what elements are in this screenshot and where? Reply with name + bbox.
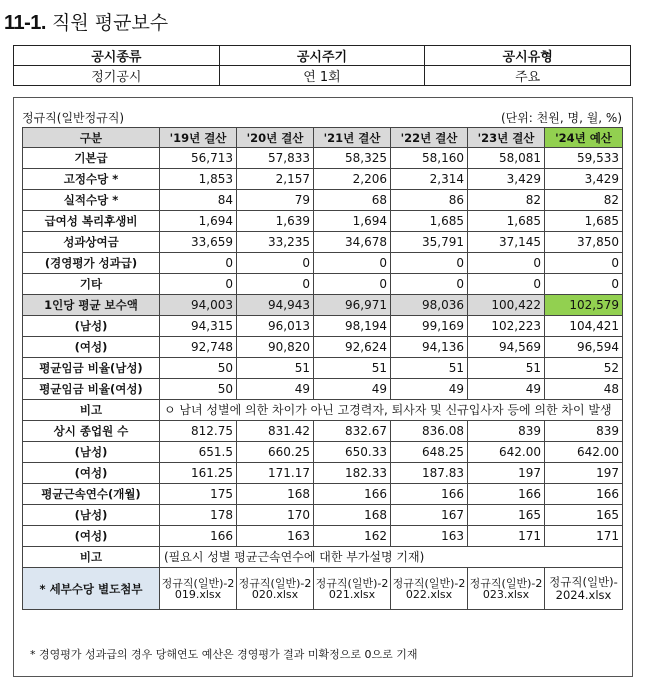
cell-value: 82: [545, 190, 623, 211]
row-label: 평균임금 비율(여성): [23, 379, 160, 400]
cell-value: 98,036: [391, 295, 468, 316]
header-category: 구분: [23, 128, 160, 148]
cell-value: 0: [391, 274, 468, 295]
cell-value: 2,206: [314, 169, 391, 190]
table-row: [23, 526, 623, 547]
meta-value-cycle: 연 1회: [219, 66, 425, 86]
row-label: 평균근속연수(개월): [23, 484, 160, 505]
cell-value: 35,791: [391, 232, 468, 253]
cell-value: 1,639: [237, 211, 314, 232]
cell-value: 168: [237, 484, 314, 505]
attachment-file-link[interactable]: 정규직(일반)-2020.xlsx: [237, 568, 314, 610]
cell-value: 0: [314, 253, 391, 274]
header-year: '21년 결산: [314, 128, 391, 148]
cell-value: 3,429: [468, 169, 545, 190]
cell-value: 94,003: [160, 295, 237, 316]
cell-value: 100,422: [468, 295, 545, 316]
cell-value: 68: [314, 190, 391, 211]
cell-value: 162: [314, 526, 391, 547]
cell-value: 50: [160, 379, 237, 400]
cell-value: 51: [314, 358, 391, 379]
table-row: [23, 232, 623, 253]
attachment-file-link[interactable]: 정규직(일반)-2022.xlsx: [391, 568, 468, 610]
row-label: 기본급: [23, 148, 160, 169]
table-header-row: [23, 128, 623, 148]
cell-value: 197: [468, 463, 545, 484]
row-label: 기타: [23, 274, 160, 295]
cell-value: 650.33: [314, 442, 391, 463]
cell-value: 34,678: [314, 232, 391, 253]
section-title: 직원 평균보수: [51, 12, 169, 34]
cell-value: 163: [237, 526, 314, 547]
remarks-text: ㅇ 남녀 성별에 의한 차이가 아닌 고경력자, 퇴사자 및 신규입사자 등에 의한 차이 발생: [160, 400, 623, 421]
row-label: 상시 종업원 수: [23, 421, 160, 442]
cell-value: 163: [391, 526, 468, 547]
row-label: 평균임금 비율(남성): [23, 358, 160, 379]
cell-value: 58,325: [314, 148, 391, 169]
attachment-row: [23, 568, 623, 610]
table-row: [23, 463, 623, 484]
cell-value: 178: [160, 505, 237, 526]
cell-value: 165: [545, 505, 623, 526]
header-year: '24년 예산: [545, 128, 623, 148]
row-label: (여성): [23, 463, 160, 484]
row-label: (남성): [23, 505, 160, 526]
cell-value: 832.67: [314, 421, 391, 442]
header-year: '20년 결산: [237, 128, 314, 148]
cell-value: 171: [545, 526, 623, 547]
cell-value: 92,624: [314, 337, 391, 358]
cell-value: 167: [391, 505, 468, 526]
attachment-file-link[interactable]: 정규직(일반)-2023.xlsx: [468, 568, 545, 610]
cell-value: 58,081: [468, 148, 545, 169]
section-label: 정규직(일반정규직): [22, 111, 125, 125]
cell-value: 1,685: [391, 211, 468, 232]
cell-value: 59,533: [545, 148, 623, 169]
cell-value: 187.83: [391, 463, 468, 484]
header-year: '19년 결산: [160, 128, 237, 148]
cell-value: 90,820: [237, 337, 314, 358]
disclosure-info-table: [13, 45, 631, 86]
cell-value: 37,145: [468, 232, 545, 253]
table-row: [23, 190, 623, 211]
cell-value: 51: [391, 358, 468, 379]
cell-value: 812.75: [160, 421, 237, 442]
cell-value: 1,853: [160, 169, 237, 190]
cell-value: 0: [160, 274, 237, 295]
cell-value: 82: [468, 190, 545, 211]
cell-value: 648.25: [391, 442, 468, 463]
remarks-row: [23, 400, 623, 421]
cell-value: 86: [391, 190, 468, 211]
table-row: [23, 253, 623, 274]
cell-value: 170: [237, 505, 314, 526]
cell-value: 98,194: [314, 316, 391, 337]
cell-value: 33,235: [237, 232, 314, 253]
cell-value: 94,569: [468, 337, 545, 358]
table-row: [23, 337, 623, 358]
cell-value: 102,223: [468, 316, 545, 337]
meta-value-type: 정기공시: [14, 66, 220, 86]
table-row: [23, 484, 623, 505]
cell-value: 102,579: [545, 295, 623, 316]
cell-value: 96,594: [545, 337, 623, 358]
cell-value: 660.25: [237, 442, 314, 463]
cell-value: 99,169: [391, 316, 468, 337]
meta-header-type: 공시종류: [14, 46, 220, 66]
row-label: (남성): [23, 442, 160, 463]
cell-value: 49: [237, 379, 314, 400]
cell-value: 642.00: [468, 442, 545, 463]
cell-value: 49: [468, 379, 545, 400]
row-label: (남성): [23, 316, 160, 337]
cell-value: 197: [545, 463, 623, 484]
cell-value: 84: [160, 190, 237, 211]
cell-value: 96,013: [237, 316, 314, 337]
table-row: [23, 211, 623, 232]
cell-value: 94,943: [237, 295, 314, 316]
cell-value: 166: [391, 484, 468, 505]
cell-value: 49: [314, 379, 391, 400]
footnote: * 경영평가 성과급의 경우 당해연도 예산은 경영평가 결과 미확정으로 0으로 기재: [30, 648, 418, 661]
cell-value: 0: [468, 253, 545, 274]
table-row: [23, 421, 623, 442]
attachment-label: * 세부수당 별도첨부: [23, 568, 160, 610]
cell-value: 1,694: [314, 211, 391, 232]
cell-value: 642.00: [545, 442, 623, 463]
cell-value: 94,315: [160, 316, 237, 337]
cell-value: 0: [237, 253, 314, 274]
cell-value: 33,659: [160, 232, 237, 253]
cell-value: 0: [160, 253, 237, 274]
salary-table: [22, 127, 623, 610]
cell-value: 165: [468, 505, 545, 526]
cell-value: 839: [468, 421, 545, 442]
cell-value: 92,748: [160, 337, 237, 358]
cell-value: 166: [160, 526, 237, 547]
header-year: '22년 결산: [391, 128, 468, 148]
cell-value: 49: [391, 379, 468, 400]
cell-value: 171.17: [237, 463, 314, 484]
attachment-file-link[interactable]: 정규직(일반)-2021.xlsx: [314, 568, 391, 610]
table-row: [23, 316, 623, 337]
cell-value: 1,685: [545, 211, 623, 232]
row-label: 실적수당 *: [23, 190, 160, 211]
row-label: 고정수당 *: [23, 169, 160, 190]
row-label: (여성): [23, 526, 160, 547]
cell-value: 94,136: [391, 337, 468, 358]
cell-value: 168: [314, 505, 391, 526]
cell-value: 651.5: [160, 442, 237, 463]
remarks-text: (필요시 성별 평균근속연수에 대한 부가설명 기재): [160, 547, 623, 568]
cell-value: 51: [468, 358, 545, 379]
cell-value: 0: [314, 274, 391, 295]
table-row: [23, 169, 623, 190]
cell-value: 37,850: [545, 232, 623, 253]
cell-value: 0: [237, 274, 314, 295]
remarks-label: 비고: [23, 547, 160, 568]
cell-value: 58,160: [391, 148, 468, 169]
cell-value: 831.42: [237, 421, 314, 442]
unit-label: (단위: 천원, 명, 월, %): [500, 111, 622, 125]
cell-value: 104,421: [545, 316, 623, 337]
cell-value: 56,713: [160, 148, 237, 169]
cell-value: 175: [160, 484, 237, 505]
remarks-row: [23, 547, 623, 568]
cell-value: 161.25: [160, 463, 237, 484]
table-row: [23, 295, 623, 316]
cell-value: 1,694: [160, 211, 237, 232]
row-label: (경영평가 성과급): [23, 253, 160, 274]
cell-value: 2,157: [237, 169, 314, 190]
table-row: [23, 505, 623, 526]
section-number: 11-1.: [4, 12, 46, 34]
row-label: 1인당 평균 보수액: [23, 295, 160, 316]
cell-value: 182.33: [314, 463, 391, 484]
cell-value: 50: [160, 358, 237, 379]
cell-value: 0: [545, 274, 623, 295]
attachment-file-link[interactable]: 정규직(일반)-2024.xlsx: [545, 568, 623, 610]
cell-value: 57,833: [237, 148, 314, 169]
attachment-file-link[interactable]: 정규직(일반)-2019.xlsx: [160, 568, 237, 610]
cell-value: 166: [314, 484, 391, 505]
cell-value: 839: [545, 421, 623, 442]
remarks-label: 비고: [23, 400, 160, 421]
cell-value: 166: [468, 484, 545, 505]
cell-value: 0: [545, 253, 623, 274]
cell-value: 166: [545, 484, 623, 505]
row-label: 성과상여금: [23, 232, 160, 253]
cell-value: 3,429: [545, 169, 623, 190]
cell-value: 836.08: [391, 421, 468, 442]
cell-value: 79: [237, 190, 314, 211]
header-year: '23년 결산: [468, 128, 545, 148]
cell-value: 48: [545, 379, 623, 400]
meta-header-category: 공시유형: [425, 46, 631, 66]
row-label: 급여성 복리후생비: [23, 211, 160, 232]
cell-value: 0: [391, 253, 468, 274]
table-row: [23, 358, 623, 379]
row-label: (여성): [23, 337, 160, 358]
page-title: [4, 8, 168, 35]
meta-value-category: 주요: [425, 66, 631, 86]
cell-value: 0: [468, 274, 545, 295]
table-row: [23, 274, 623, 295]
meta-header-cycle: 공시주기: [219, 46, 425, 66]
table-row: [23, 442, 623, 463]
cell-value: 2,314: [391, 169, 468, 190]
table-row: [23, 379, 623, 400]
table-row: [23, 148, 623, 169]
cell-value: 1,685: [468, 211, 545, 232]
cell-value: 171: [468, 526, 545, 547]
cell-value: 96,971: [314, 295, 391, 316]
cell-value: 51: [237, 358, 314, 379]
cell-value: 52: [545, 358, 623, 379]
